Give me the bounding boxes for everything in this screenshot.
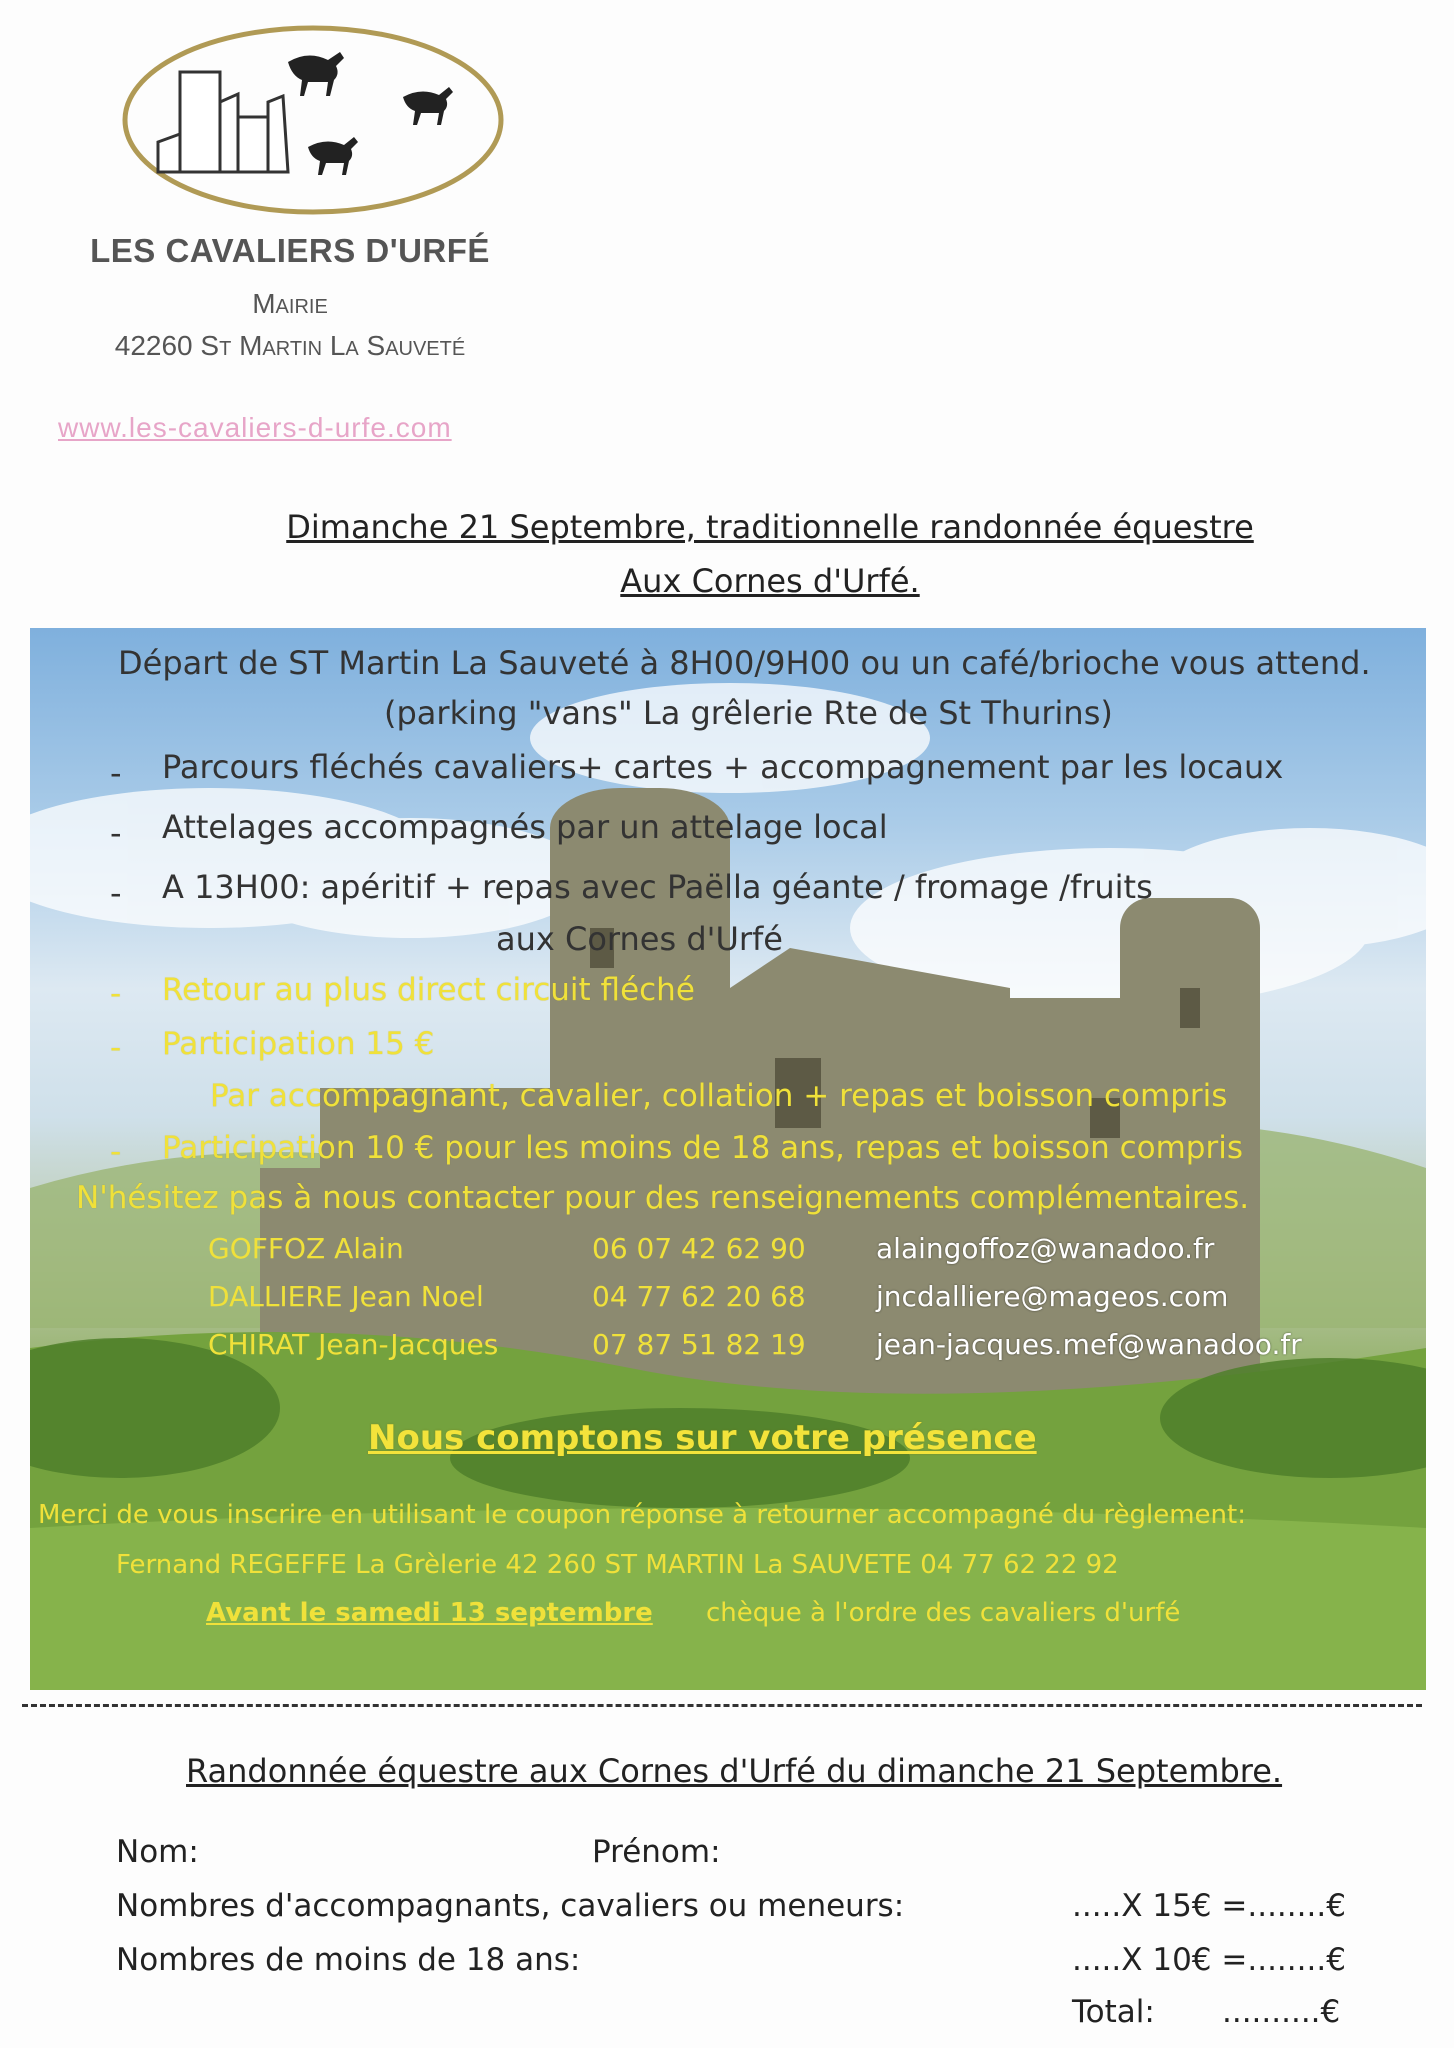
field-prenom[interactable]: Prénom: (592, 1834, 721, 1870)
registration-address: Fernand REGEFFE La Grèlerie 42 260 ST MARTIN La SAUVETE 04 77 62 22 92 (116, 1550, 1119, 1580)
website-link[interactable]: www.les-cavaliers-d-urfe.com (58, 412, 452, 443)
contact-email[interactable]: jncdalliere@mageos.com (876, 1280, 1229, 1313)
poster-photo (30, 628, 1426, 1690)
contact-email[interactable]: jean-jacques.mef@wanadoo.fr (876, 1328, 1302, 1361)
org-name: LES CAVALIERS D'URFÉ (90, 232, 490, 269)
bullet-dash: - (110, 1134, 122, 1170)
bullet-dash: - (110, 976, 122, 1012)
field-nom[interactable]: Nom: (116, 1834, 199, 1870)
org-address: 42260 St Martin La Sauveté (114, 330, 466, 361)
cheque-info: chèque à l'ordre des cavaliers d'urfé (706, 1598, 1181, 1628)
bullet-attelages: Attelages accompagnés par un attelage local (162, 808, 888, 846)
bullet-repas: A 13H00: apéritif + repas avec Paëlla géante / fromage /fruits (162, 868, 1153, 906)
contact-phone: 04 77 62 20 68 (592, 1280, 806, 1313)
contact-invite: N'hésitez pas à nous contacter pour des renseignements complémentaires. (76, 1180, 1250, 1216)
field-adults-calc[interactable]: .....X 15€ =........€ (1072, 1888, 1346, 1924)
price-minor: Participation 10 € pour les moins de 18 ans, repas et boisson compris (162, 1130, 1243, 1166)
club-logo (118, 22, 508, 218)
contact-name: DALLIERE Jean Noel (208, 1280, 484, 1313)
registration-note: Merci de vous inscrire en utilisant le coupon réponse à retourner accompagné du règlement: (38, 1500, 1246, 1530)
bullet-parcours: Parcours fléchés cavaliers+ cartes + accompagnement par les locaux (162, 748, 1284, 786)
coupon-title: Randonnée équestre aux Cornes d'Urfé du dimanche 21 Septembre. (186, 1752, 1283, 1790)
event-subtitle: Aux Cornes d'Urfé. (620, 562, 920, 600)
total-value[interactable]: ..........€ (1222, 1994, 1341, 2030)
field-adults-label: Nombres d'accompagnants, cavaliers ou meneurs: (116, 1888, 905, 1924)
contact-email[interactable]: alaingoffoz@wanadoo.fr (876, 1232, 1215, 1265)
coupon-cut-line (22, 1704, 1422, 1707)
return-info: Retour au plus direct circuit fléché (162, 972, 695, 1008)
parking-info: (parking "vans" La grêlerie Rte de St Thurins) (384, 694, 1113, 732)
bullet-dash: - (110, 874, 122, 912)
bullet-dash: - (110, 1030, 122, 1066)
registration-deadline: Avant le samedi 13 septembre (206, 1598, 653, 1628)
contact-name: CHIRAT Jean-Jacques (208, 1328, 499, 1361)
price-adult: Participation 15 € (162, 1026, 435, 1062)
total-label: Total: (1072, 1994, 1155, 2030)
event-title: Dimanche 21 Septembre, traditionnelle randonnée équestre (286, 508, 1254, 546)
bullet-dash: - (110, 754, 122, 792)
contact-phone: 07 87 51 82 19 (592, 1328, 806, 1361)
bullet-repas-place: aux Cornes d'Urfé (496, 920, 783, 958)
price-adult-detail: Par accompagnant, cavalier, collation + repas et boisson compris (210, 1078, 1228, 1114)
field-minors-label: Nombres de moins de 18 ans: (116, 1942, 581, 1978)
org-mairie: Mairie (252, 288, 328, 319)
slogan: Nous comptons sur votre présence (368, 1418, 1037, 1458)
contact-phone: 06 07 42 62 90 (592, 1232, 806, 1265)
field-minors-calc[interactable]: .....X 10€ =........€ (1072, 1942, 1346, 1978)
contact-name: GOFFOZ Alain (208, 1232, 404, 1265)
bullet-dash: - (110, 814, 122, 852)
departure-info: Départ de ST Martin La Sauveté à 8H00/9H00 ou un café/brioche vous attend. (118, 644, 1371, 682)
